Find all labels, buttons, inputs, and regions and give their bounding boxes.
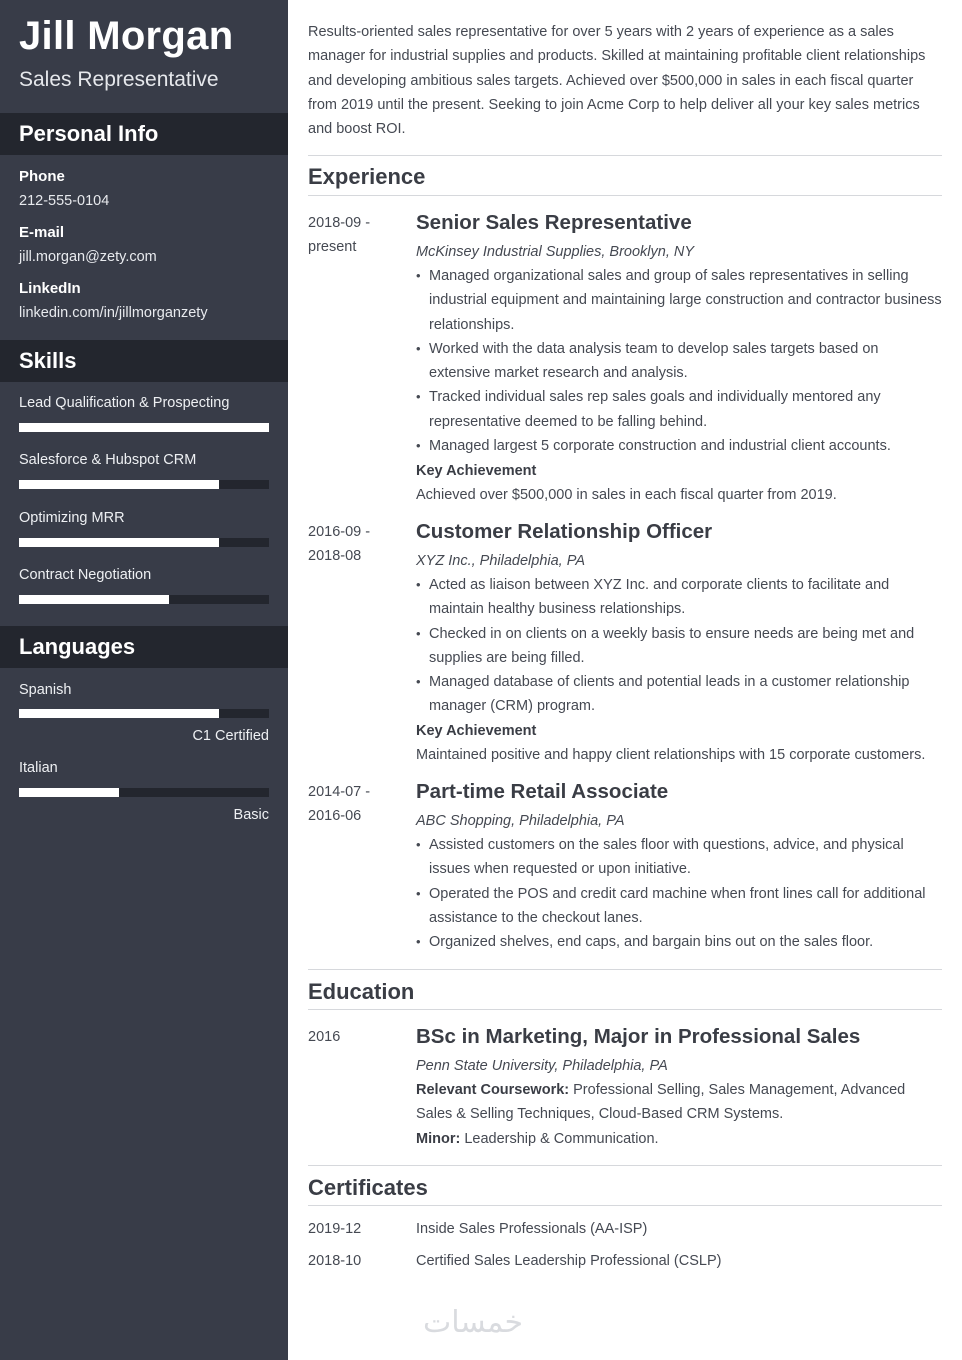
language-bar-fill bbox=[19, 709, 219, 718]
job-bullets bbox=[416, 573, 942, 719]
education-heading: Education bbox=[308, 979, 415, 1004]
personal-info-heading: Personal Info bbox=[0, 113, 288, 155]
language-level: C1 Certified bbox=[192, 728, 269, 744]
list-item: • Assisted customers on the sales floor with questions, advice, and physical issues when requested or upon initiative. bbox=[416, 833, 942, 882]
skill-label: Salesforce & Hubspot CRM bbox=[19, 452, 197, 468]
skill-label: Contract Negotiation bbox=[19, 567, 152, 583]
languages-heading: Languages bbox=[0, 626, 288, 668]
list-item: • Checked in on clients on a weekly basis to ensure needs are being met and supplies are being filled. bbox=[416, 622, 942, 671]
job-date-end: 2018-08 bbox=[308, 548, 362, 565]
phone-label: Phone bbox=[19, 168, 65, 185]
skill-bar bbox=[19, 538, 269, 547]
job-bullets bbox=[416, 264, 942, 458]
certificate-date: 2019-12 bbox=[308, 1221, 362, 1237]
job-date-end: 2016-06 bbox=[308, 808, 362, 825]
language-label: Italian bbox=[19, 760, 58, 776]
job-title: Senior Sales Representative bbox=[416, 211, 692, 234]
degree-title: BSc in Marketing, Major in Professional Sales bbox=[416, 1025, 861, 1048]
job-bullets bbox=[416, 833, 942, 954]
job-date-start: 2014-07 - bbox=[308, 784, 371, 800]
minor-label: Minor: bbox=[416, 1131, 461, 1147]
divider bbox=[308, 155, 942, 156]
experience-heading: Experience bbox=[308, 164, 426, 189]
list-item: • Organized shelves, end caps, and bargain bins out on the sales floor. bbox=[416, 930, 942, 954]
education-year: 2016 bbox=[308, 1029, 341, 1045]
language-label: Spanish bbox=[19, 682, 72, 698]
job-date bbox=[308, 780, 398, 829]
skill-label: Lead Qualification & Prospecting bbox=[19, 395, 230, 411]
job-date bbox=[308, 211, 398, 260]
key-achievement-text: Achieved over $500,000 in sales in each fiscal quarter from 2019. bbox=[416, 487, 837, 503]
linkedin-label: LinkedIn bbox=[19, 280, 81, 297]
list-item: • Worked with the data analysis team to develop sales targets based on extensive market research and analysis. bbox=[416, 337, 942, 386]
phone-value: 212-555-0104 bbox=[19, 193, 110, 209]
job-date-end: present bbox=[308, 239, 357, 256]
minor bbox=[416, 1127, 942, 1151]
candidate-name: Jill Morgan bbox=[19, 14, 234, 58]
language-bar bbox=[19, 709, 269, 718]
skill-bar bbox=[19, 480, 269, 489]
list-item: • Acted as liaison between XYZ Inc. and corporate clients to facilitate and maintain healthy business relationships. bbox=[416, 573, 942, 622]
skill-label: Optimizing MRR bbox=[19, 510, 125, 526]
list-item: • Managed organizational sales and group of sales representatives in selling industrial equipment and maintaining large construction and contractor business relationships. bbox=[416, 264, 942, 337]
watermark: خمسات bbox=[423, 1305, 524, 1340]
divider bbox=[308, 1165, 942, 1166]
key-achievement-text: Maintained positive and happy client relationships with 15 corporate customers. bbox=[416, 747, 926, 763]
email-label: E-mail bbox=[19, 224, 65, 241]
skill-bar-fill bbox=[19, 423, 269, 432]
linkedin-value: linkedin.com/in/jillmorganzety bbox=[19, 305, 208, 321]
language-level: Basic bbox=[233, 807, 269, 823]
list-item: • Tracked individual sales rep sales goals and individually mentored any representative deemed to be falling behind. bbox=[416, 385, 942, 434]
job-title: Part-time Retail Associate bbox=[416, 780, 669, 803]
school-name: Penn State University, Philadelphia, PA bbox=[416, 1058, 668, 1074]
summary: Results-oriented sales representative for over 5 years with 2 years of experience as a sales manager for industrial supplies and products. Skilled at maintaining profitable client relationships and developing ambitious sales targets. Achieved over $500,000 in sales in each fiscal quarter from 2019 until the present. Seeking to join Acme Corp to help deliver all your key sales metrics and boost ROI. bbox=[308, 24, 926, 138]
job-date bbox=[308, 520, 398, 569]
job-title: Customer Relationship Officer bbox=[416, 520, 713, 543]
divider bbox=[308, 1009, 942, 1010]
skill-bar bbox=[19, 595, 269, 604]
skill-bar bbox=[19, 423, 269, 432]
coursework-label: Relevant Coursework: bbox=[416, 1082, 570, 1098]
job-date-start: 2016-09 - bbox=[308, 524, 371, 540]
language-bar-fill bbox=[19, 788, 119, 797]
job-date-start: 2018-09 - bbox=[308, 215, 371, 231]
sidebar bbox=[0, 0, 288, 1360]
skill-bar-fill bbox=[19, 595, 169, 604]
divider bbox=[308, 969, 942, 970]
list-item: • Managed largest 5 corporate construction and industrial client accounts. bbox=[416, 434, 942, 458]
minor-text: Leadership & Communication. bbox=[464, 1131, 659, 1147]
job-company: XYZ Inc., Philadelphia, PA bbox=[416, 553, 585, 569]
skills-heading: Skills bbox=[0, 340, 288, 382]
email-value: jill.morgan@zety.com bbox=[19, 249, 157, 265]
candidate-role: Sales Representative bbox=[19, 68, 219, 91]
list-item: • Operated the POS and credit card machine when front lines call for additional assistance to the checkout lanes. bbox=[416, 882, 942, 931]
divider bbox=[308, 1205, 942, 1206]
job-company: ABC Shopping, Philadelphia, PA bbox=[416, 813, 625, 829]
coursework bbox=[416, 1078, 942, 1127]
skill-bar-fill bbox=[19, 538, 219, 547]
key-achievement-label: Key Achievement bbox=[416, 463, 537, 479]
certificate-date: 2018-10 bbox=[308, 1253, 362, 1269]
certificate-name: Certified Sales Leadership Professional (CSLP) bbox=[416, 1253, 722, 1269]
skill-bar-fill bbox=[19, 480, 219, 489]
list-item: • Managed database of clients and potential leads in a customer relationship manager (CRM) program. bbox=[416, 670, 942, 719]
language-bar bbox=[19, 788, 269, 797]
coursework-text: Professional Selling, Sales Management, Advanced Sales & Selling Techniques, Cloud-Based CRM Systems. bbox=[416, 1082, 906, 1123]
key-achievement-label: Key Achievement bbox=[416, 723, 537, 739]
divider bbox=[308, 195, 942, 196]
job-company: McKinsey Industrial Supplies, Brooklyn, NY bbox=[416, 244, 695, 260]
certificate-name: Inside Sales Professionals (AA-ISP) bbox=[416, 1221, 648, 1237]
certificates-heading: Certificates bbox=[308, 1175, 428, 1200]
